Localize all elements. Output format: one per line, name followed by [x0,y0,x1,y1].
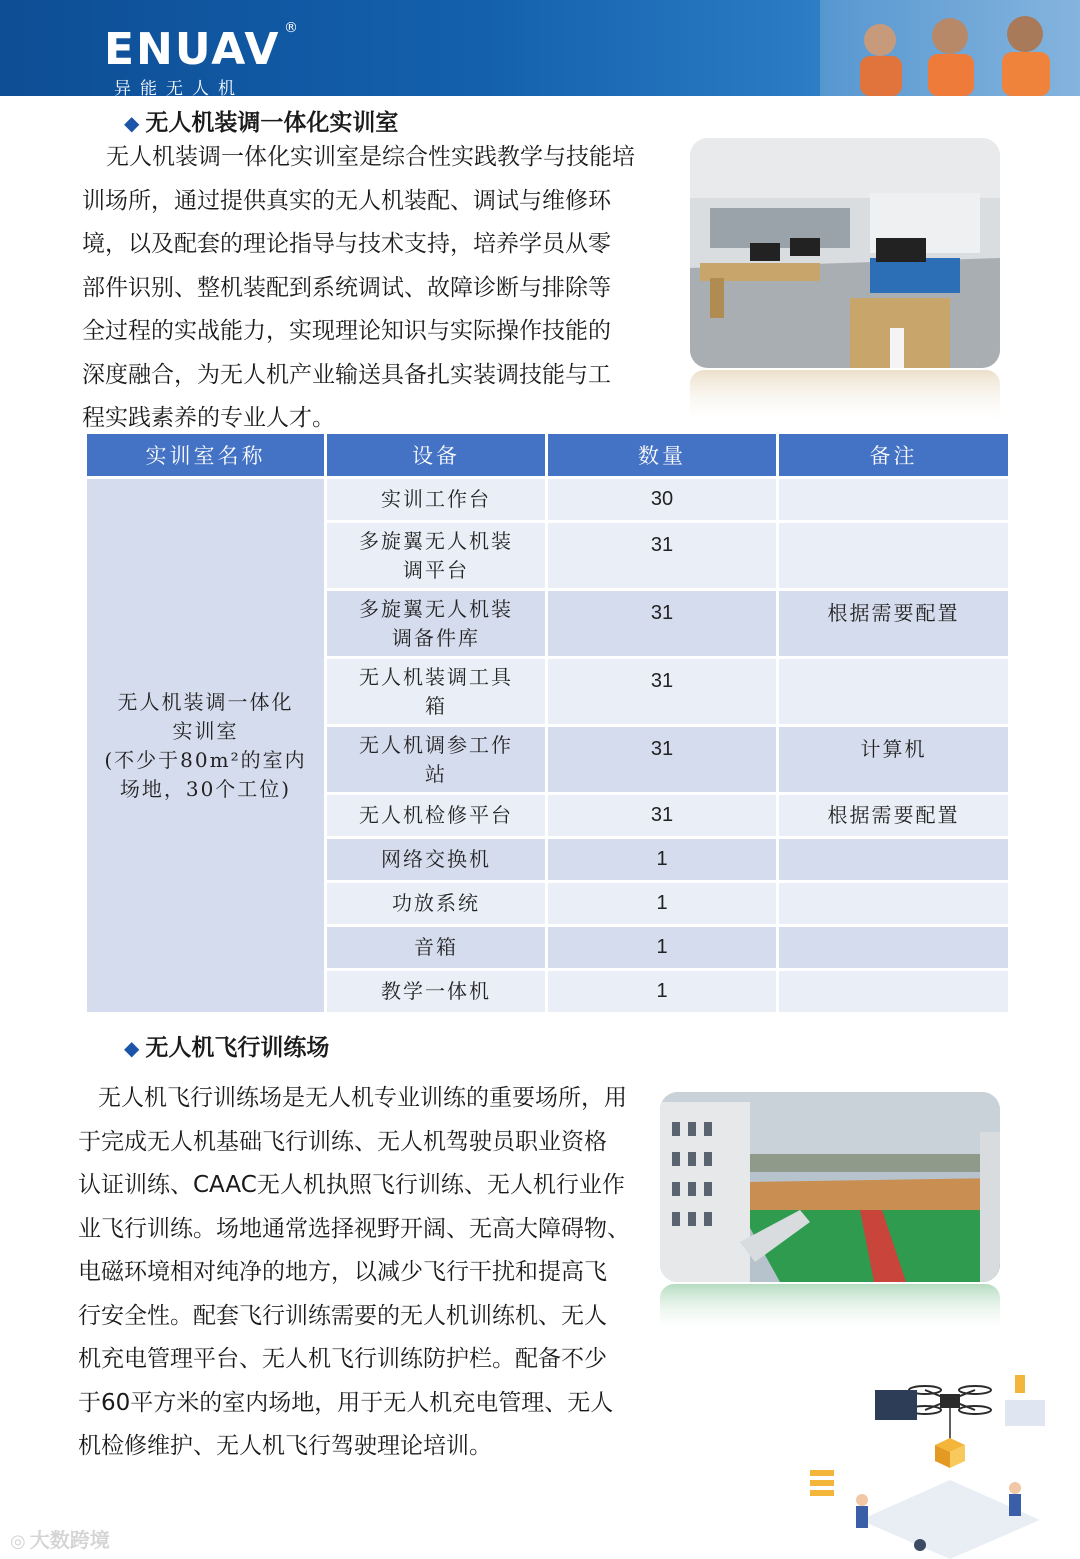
device-cell: 无人机检修平台 [327,795,545,839]
header-quantity: 数量 [548,434,776,479]
room-name-line: (不少于80m²的室内 [104,747,307,772]
isometric-drone-illustration [800,1370,1080,1559]
device-cell: 多旋翼无人机装调备件库 [327,591,545,659]
header-room-name: 实训室名称 [87,434,324,479]
note-cell: 根据需要配置 [779,591,1008,659]
note-cell [779,479,1008,523]
device-cell: 音箱 [327,927,545,971]
brand-name: ENUAV [104,24,281,75]
device-cell: 多旋翼无人机装调平台 [327,523,545,591]
qty-cell: 31 [548,795,776,839]
qty-cell: 1 [548,971,776,1015]
text-line: 认证训练、CAAC无人机执照飞行训练、无人机行业作 [78,1172,625,1198]
flight-field-photo [660,1092,1000,1282]
qty-cell: 31 [548,659,776,727]
note-cell [779,523,1008,591]
qty-cell: 1 [548,927,776,971]
qty-cell: 30 [548,479,776,523]
device-cell: 功放系统 [327,883,545,927]
note-cell [779,839,1008,883]
registered-mark: ® [284,20,298,36]
qty-cell: 31 [548,591,776,659]
note-cell: 计算机 [779,727,1008,795]
device-cell: 无人机装调工具箱 [327,659,545,727]
brand-logo [104,24,281,96]
text-line: 无人机飞行训练场是无人机专业训练的重要场所，用 [98,1085,627,1111]
diamond-bullet-icon: ◆ [124,111,140,135]
note-cell [779,927,1008,971]
header-children-photo [820,0,1080,96]
section1-title: 无人机装调一体化实训室 [145,110,399,136]
text-line: 行安全性。配套飞行训练需要的无人机训练机、无人 [78,1302,607,1329]
device-cell: 教学一体机 [327,971,545,1015]
text-line: 于60平方米的室内场地，用于无人机充电管理、无人 [78,1389,614,1416]
text-line: 无人机装调一体化实训室是综合性实践教学与技能培 [106,144,635,170]
brand-name-cn: 异能无人机 [114,79,244,96]
device-cell: 网络交换机 [327,839,545,883]
lab-photo [690,138,1000,368]
table-header-row [87,434,1008,479]
text-line: 境，以及配套的理论指导与技术支持，培养学员从零 [82,231,611,257]
text-line: 电磁环境相对纯净的地方，以减少飞行干扰和提高飞 [78,1259,607,1285]
text-line: 部件识别、整机装配到系统调试、故障诊断与排除等 [82,274,611,301]
qty-cell: 31 [548,727,776,795]
header-remark: 备注 [779,434,1008,479]
note-cell [779,659,1008,727]
watermark-text [10,1524,110,1553]
qty-cell: 1 [548,883,776,927]
text-line: 程实践素养的专业人才。 [82,405,335,431]
room-name-line: 实训室 [172,718,239,743]
note-cell [779,883,1008,927]
page-header [0,0,1080,96]
text-line: 全过程的实战能力，实现理论知识与实际操作技能的 [82,318,611,344]
equipment-table [84,434,1011,1015]
section2-title: 无人机飞行训练场 [145,1035,330,1061]
section1-paragraph [82,136,635,441]
text-line: 业飞行训练。场地通常选择视野开阔、无高大障碍物、 [78,1215,630,1242]
room-name-line: 无人机装调一体化 [117,689,294,714]
section-title-assembly-lab [124,104,398,137]
section2-paragraph [78,1077,630,1469]
text-line: 深度融合，为无人机产业输送具备扎实装调技能与工 [82,361,611,388]
diamond-bullet-icon: ◆ [124,1036,140,1060]
room-name-line: 场地，30个工位) [119,776,292,801]
qty-cell: 1 [548,839,776,883]
text-line: 机充电管理平台、无人机飞行训练防护栏。配备不少 [78,1346,607,1372]
text-line: 于完成无人机基础飞行训练、无人机驾驶员职业资格 [78,1128,607,1155]
section-title-flight-field [124,1029,329,1062]
device-cell: 无人机调参工作站 [327,727,545,795]
header-equipment: 设备 [327,434,545,479]
flight-field-photo-reflection [660,1284,1000,1334]
note-cell [779,971,1008,1015]
text-line: 机检修维护、无人机飞行驾驶理论培训。 [78,1433,492,1459]
lab-photo-reflection [690,370,1000,426]
watermark-logo-icon: ◎ [10,1531,26,1552]
qty-cell: 31 [548,523,776,591]
device-cell: 实训工作台 [327,479,545,523]
watermark-label: 大数跨境 [29,1528,110,1552]
text-line: 训场所，通过提供真实的无人机装配、调试与维修环 [82,187,611,214]
note-cell: 根据需要配置 [779,795,1008,839]
room-name-cell [87,479,324,1015]
table-row [87,479,1008,523]
